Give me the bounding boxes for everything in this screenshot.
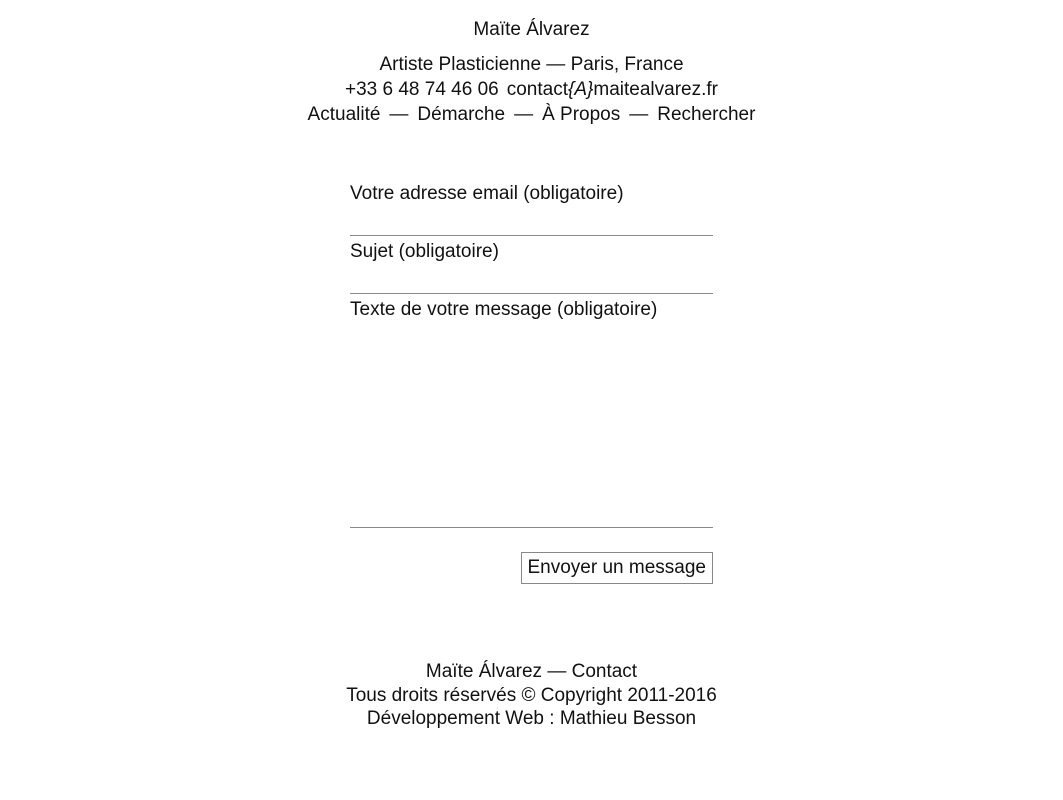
send-message-button[interactable]: Envoyer un message: [521, 552, 714, 584]
site-name[interactable]: Maïte Álvarez: [473, 19, 590, 40]
site-footer: [0, 660, 1063, 731]
email-at-symbol: {A}: [568, 79, 594, 100]
main-nav: [0, 102, 1063, 127]
email-domain: maitealvarez.fr: [593, 79, 718, 100]
footer-title: Maïte Álvarez — Contact: [425, 661, 638, 682]
nav-separator: —: [514, 104, 534, 125]
email-field[interactable]: [350, 208, 713, 236]
contact-info: [0, 77, 1063, 102]
message-label: Texte de votre message (obligatoire): [350, 299, 658, 320]
nav-link-a-propos[interactable]: À Propos: [542, 104, 621, 125]
phone-number: +33 6 48 74 46 06: [345, 79, 499, 100]
site-header: [0, 18, 1063, 127]
nav-separator: —: [629, 104, 649, 125]
email-label: Votre adresse email (obligatoire): [350, 183, 624, 204]
footer-copyright: Tous droits réservés © Copyright 2011-2016: [346, 684, 717, 706]
subject-field[interactable]: [350, 266, 713, 294]
submit-row: [350, 552, 713, 584]
nav-link-rechercher[interactable]: Rechercher: [657, 104, 756, 125]
subject-label: Sujet (obligatoire): [350, 241, 499, 262]
nav-separator: —: [389, 104, 409, 125]
message-textarea[interactable]: [350, 324, 713, 528]
nav-link-actualite[interactable]: Actualité: [307, 104, 381, 125]
footer-credits[interactable]: Développement Web : Mathieu Besson: [366, 708, 697, 729]
nav-link-demarche[interactable]: Démarche: [417, 104, 506, 125]
contact-form: [350, 180, 713, 584]
email-address[interactable]: [507, 79, 718, 100]
email-prefix: contact: [506, 79, 568, 100]
site-tagline: Artiste Plasticienne — Paris, France: [379, 54, 684, 75]
